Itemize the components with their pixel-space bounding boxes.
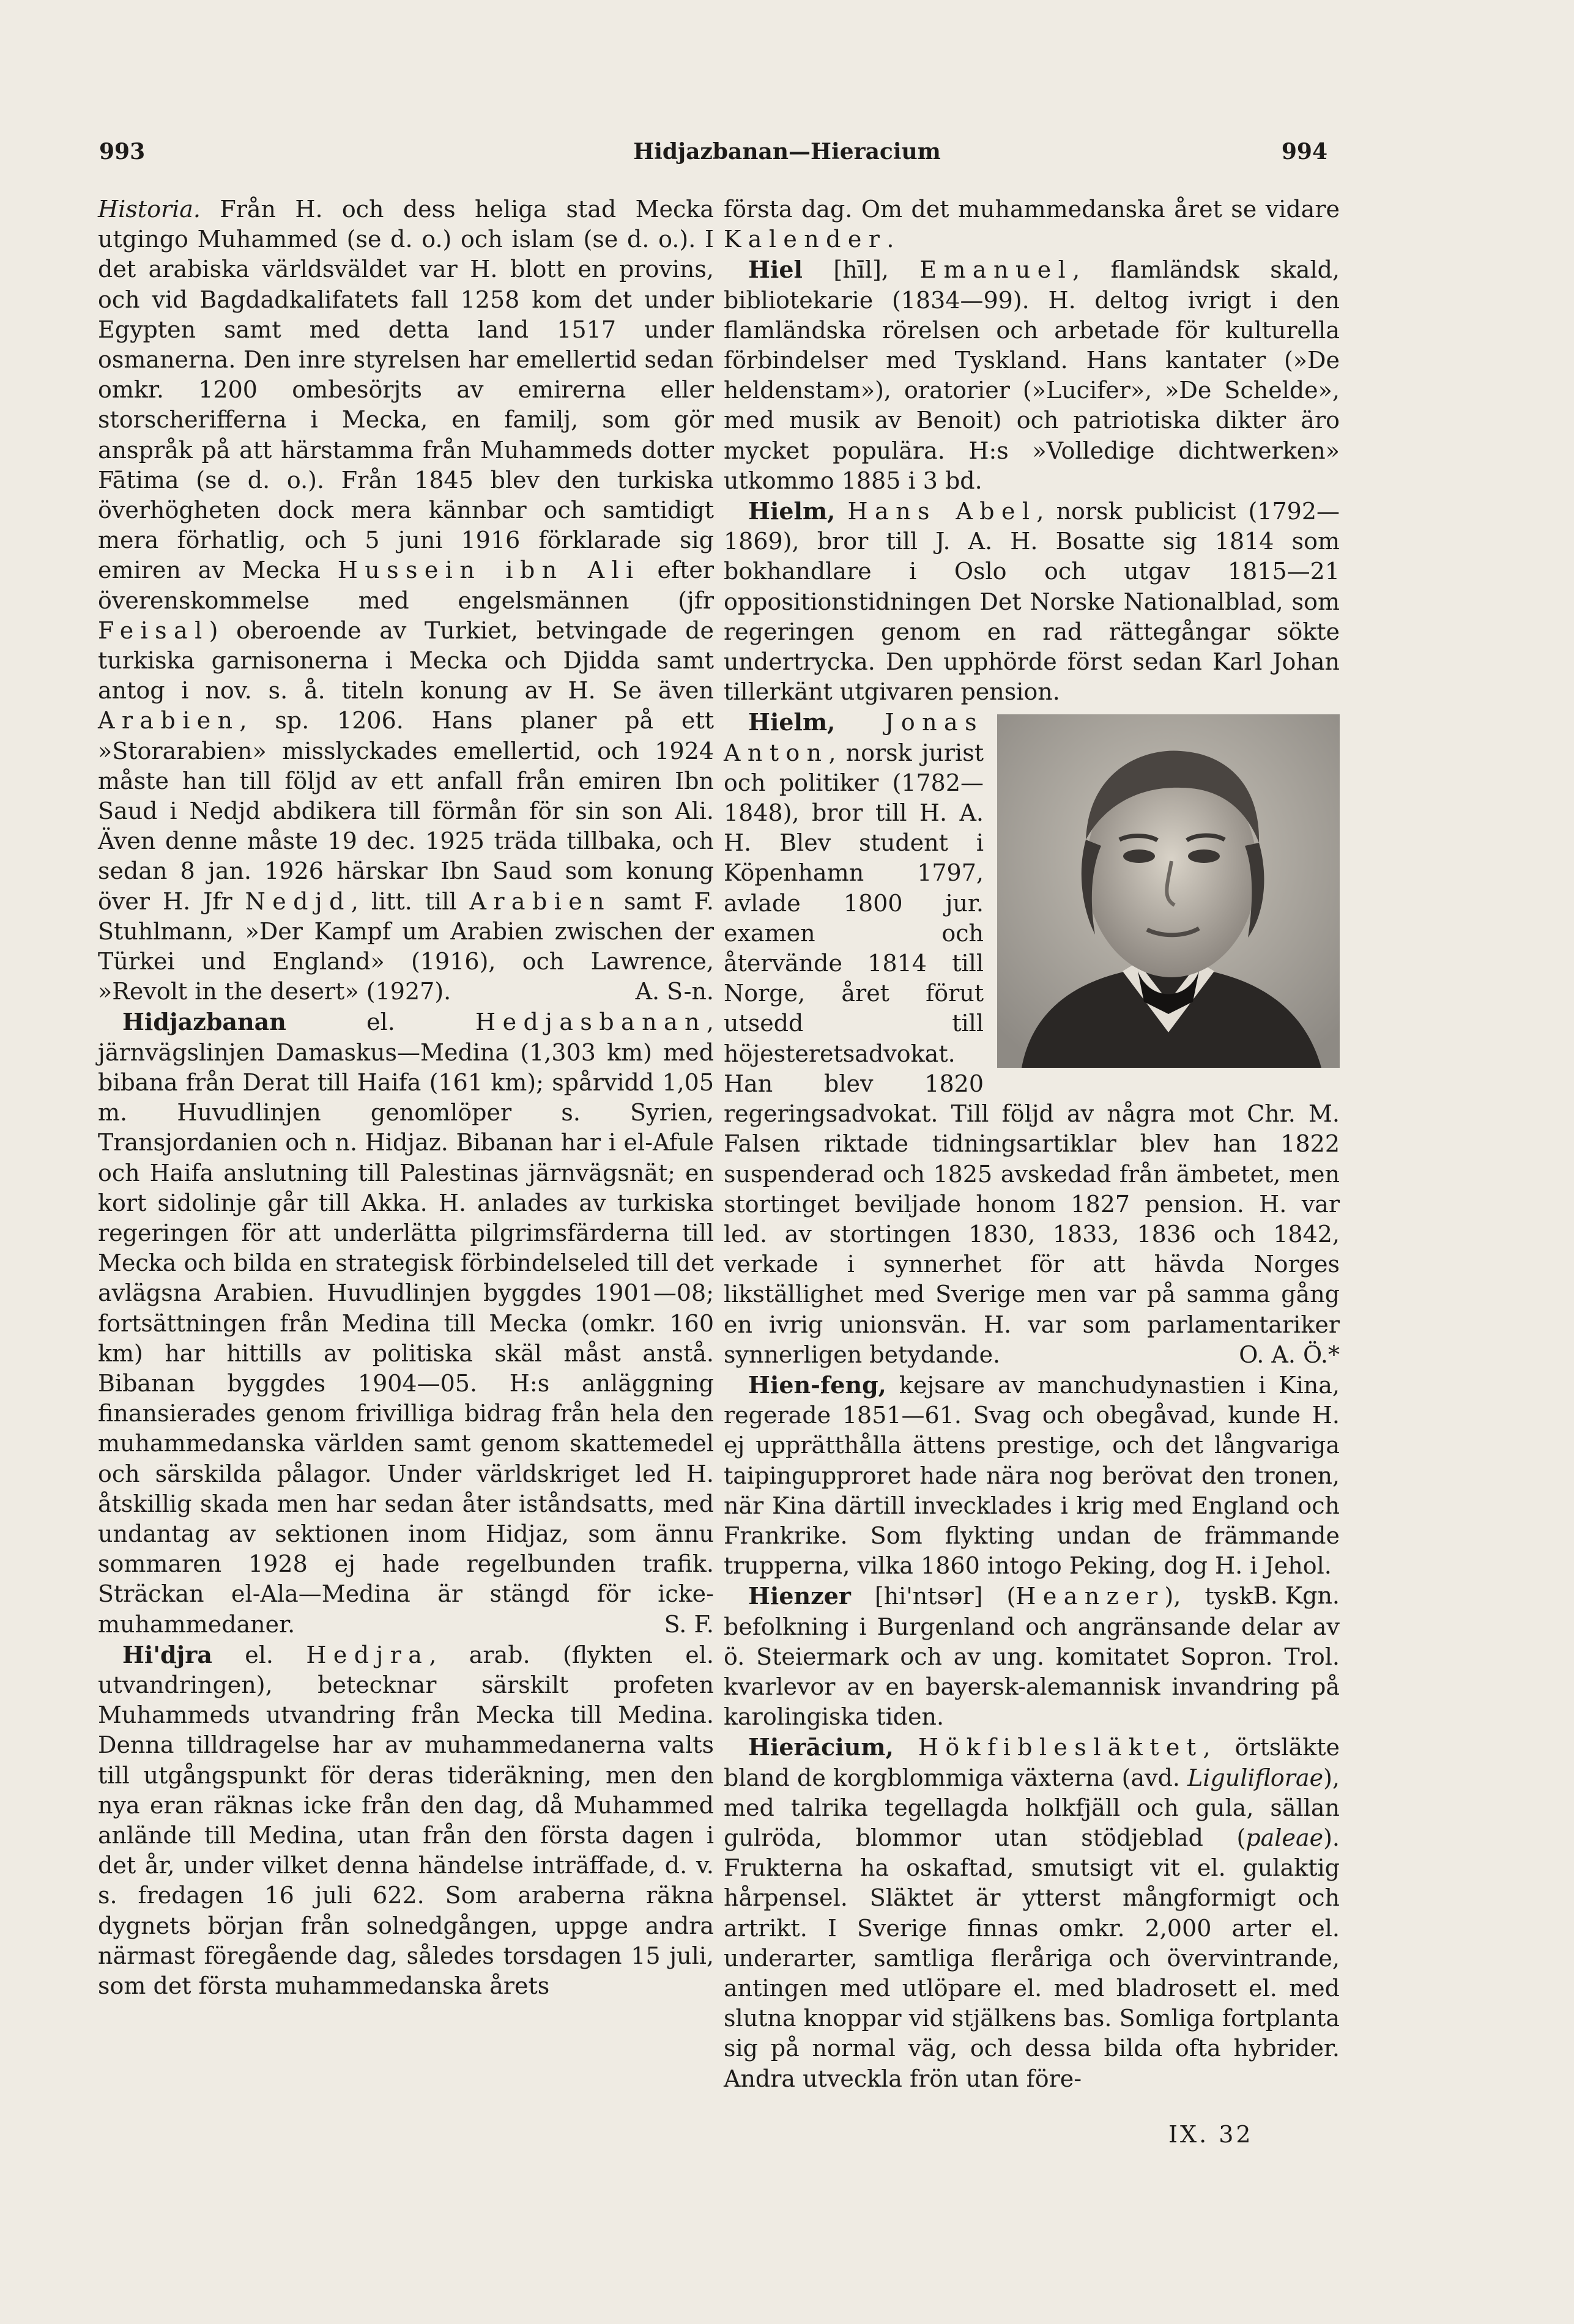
spaced-name: Hedjra [306,1641,429,1668]
article-text: . [886,226,894,253]
article-text: [hīl], [802,256,920,284]
headword: Hi'djra [122,1640,212,1668]
article-text: kejsare av manchudynastien i Kina, regerade 1851—61. Svag och obegåvad, kunde H. ej upprätthålla ättens prestige, och det långvariga taipingupproret hade nära nog berövat den tronen, när Kina därtill invecklades i krig med England och Frankrike. Som flykting undan de främmande trupperna, vilka 1860 intogo Peking, dog H. i Jehol. [724,1371,1340,1580]
left-column [98,194,714,2001]
spaced-name: Hussein ibn Ali [337,557,640,584]
author-signature: S. F. [664,1610,714,1638]
article-text: Från H. och dess heliga stad Mecka utgingo Muhammed (se d. o.) och islam (se d. o.). I det arabiska världsväldet var H. blott en provins, och vid Bagdadkalifatets fall 1258 kom det under Egypten samt med detta land 1517 under osmanerna. Den inre styrelsen har emellertid sedan omkr. 1200 ombesörjts av emirerna eller storscherifferna i Mecka, en familj, som gör anspråk på att härstamma från Muhammeds dotter Fātima (se d. o.). Från 1845 blev den turkiska överhögheten dock mera kännbar och samtidigt mera förhatlig, och 5 juni 1916 förklarade sig emiren av Mecka [98,196,714,584]
article-text: , sp. 1206. Hans planer på ett »Storarabien» misslyckades emellertid, och 1924 måste han till följd av ett anfall från emiren Ibn Saud i Nedjd abdikera till förmån för sin son Ali. Även denne måste 19 dec. 1925 träda tillbaka, och sedan 8 jan. 1926 härskar Ibn Saud som konung över H. Jfr [98,707,714,915]
author-signature: O. A. Ö.* [1239,1341,1340,1368]
page-title: Hidjazbanan—Hieracium [633,139,941,165]
spaced-name: Heanzer [1015,1583,1165,1610]
article-text [835,709,885,736]
latin-term: Liguliflorae [1187,1764,1324,1791]
cross-reference: Nedjd [245,887,351,915]
headword: Hidjazbanan [122,1008,286,1036]
headword: Hien-feng, [748,1371,886,1399]
article-hiel [724,254,1340,496]
article-text: första dag. Om det muhammedanska året se vidare [724,196,1340,223]
headword: Hiel [748,256,803,284]
article-text: ) oberoende av Turkiet, betvingade de turkiska garnisonerna i Mecka och Djidda samt antog i nov. s. å. titeln konung av H. Se även [98,616,714,705]
author-signature: B. Kgn. [1253,1582,1340,1610]
article-text: ), med talrika tegellagda holkfjäll och gula, sällan gulröda, blommor utan stödjeblad ( [724,1764,1340,1851]
article-text [894,1734,918,1761]
article-hielm-hans-abel [724,496,1340,707]
spaced-name: Hökfiblesläktet [918,1734,1203,1761]
cross-reference: Kalender [724,226,887,253]
page-number-left: 993 [99,139,146,165]
article-text: [hi'ntsər] ( [850,1583,1016,1610]
cross-reference: Arabien [98,707,240,735]
headword: Hielm, [748,497,836,525]
section-label: Historia. [98,196,201,223]
latin-term: paleae [1245,1824,1324,1851]
article-text: efter överenskommelse med engelsmännen (jfr [98,557,714,614]
article-text: , flamländsk skald, bibliotekarie (1834—99). H. deltog ivrigt i den flamländska rörelsen och arbetade för kulturella förbindelser med Tyskland. Hans kantater (»De heldenstam»), oratorier (»Lucifer», »De Schelde», med musik av Benoit) och patriotiska dikter äro mycket populära. H:s »Volledige dichtwerken» utkommo 1885 i 3 bd. [724,256,1340,494]
portrait-illustration [997,714,1340,1068]
portrait-image [997,714,1340,1068]
headword: Hierācium, [748,1733,894,1761]
article-hieracium [724,1732,1340,2093]
article-text: , arab. (flykten el. utvandringen), betecknar särskilt profeten Muhammeds utvandring från Mecka till Medina. Denna tilldragelse har av muhammedanerna valts till utgångspunkt för deras tideräkning, men den nya eran räknas icke från den dag, då Muhammed anlände till Medina, utan från den första dagen i det år, under vilket denna händelse inträffade, d. v. s. fredagen 16 juli 622. Som araberna räkna dygnets början från solnedgången, uppge andra närmast föregående dag, således torsdagen 15 juli, som det första muhammedanska årets [98,1641,714,1999]
spaced-name: Emanuel [919,256,1073,284]
right-column [724,194,1340,2274]
article-hidjra [98,1640,714,2001]
article-text: , litt. till [351,887,470,915]
article-hienzer [724,1581,1340,1732]
page-number-right: 994 [1281,139,1327,165]
spaced-name: Hedjasbanan [475,1008,707,1036]
article-text: , norsk publicist (1792—1869), bror till J. A. H. Bosatte sig 1814 som bokhandlare i Oslo och utgav 1815—21 oppositionstidningen Det Norske Nationalblad, som regeringen genom en rad rättegångar sökte undertrycka. Den upphörde först sedan Karl Johan tillerkänt utgivaren pension. [724,498,1340,706]
article-text: ). Frukterna ha oskaftad, smutsigt vit el. gulaktig hårpensel. Släktet är ytterst mångformigt och artrikt. I Sverige finnas omkr. 2,000 arter el. underarter, samtliga fleråriga och övervintrande, antingen med utlöpare el. med bladrosett el. med slutna knoppar vid stjälkens bas. Somliga fortplanta sig på normal väg, och dessa bilda ofta hybrider. Andra utveckla frön utan före- [724,1824,1340,2092]
article-text: samt F. Stuhlmann, »Der Kampf um Arabien zwischen der Türkei und England» (1916), och Lawrence, »Revolt in the desert» (1927). [98,887,714,1005]
article-hidjazbanan [98,1007,714,1639]
headword: Hienzer [748,1582,851,1610]
article-text: , örtsläkte bland de korgblommiga växterna (avd. [724,1734,1340,1791]
spaced-name: Jonas Anton [724,709,984,766]
article-text: el. [212,1641,306,1668]
article-continuation [724,194,1340,254]
headword: Hielm, [748,708,836,736]
article-historia [98,194,714,1007]
cross-reference: Feisal [98,616,209,644]
article-text: el. [286,1008,476,1036]
article-text: , norsk jurist och politiker (1782—1848), bror till H. A. H. Blev student i Köpenhamn 1797, avlade 1800 jur. examen och återvände 1814 till Norge, året förut utsedd till höjesteretsadvokat. Han blev 1820 regeringsadvokat. Till följd av några mot Chr. M. Falsen riktade tidningsartiklar blev han 1822 suspenderad och 1825 avskedad från ämbetet, men stortinget beviljade honom 1827 pension. H. var led. av stortingen 1830, 1833, 1836 och 1842, verkade i synnerhet för att hävda Norges likställighet med Sverige men var på samma gång en ivrig unionsvän. H. var som parlamentariker synnerligen betydande. [724,739,1340,1368]
sheet-signature: IX. 32 [1168,2121,1253,2148]
article-text: ), tysk befolkning i Burgenland och angränsande delar av ö. Steiermark och av ung. komitatet Sopron. Trol. kvarlevor av en bayersk-alemannisk invandring på karolingiska tiden. [724,1583,1340,1731]
author-signature: A. S-n. [635,978,714,1005]
article-text [835,498,847,525]
article-hielm-jonas-anton [724,707,1340,1369]
cross-reference: Arabien [469,887,612,915]
spaced-name: Hans Abel [847,498,1037,525]
article-text: , järnvägslinjen Damaskus—Medina (1,303 km) med bibana från Derat till Haifa (161 km); spårvidd 1,05 m. Huvudlinjen genomlöper s. Syrien, Transjordanien och n. Hidjaz. Bibanan har i el-Afule och Haifa anslutning till Palestinas järnvägsnät; en kort sidolinje går till Akka. H. anlades av turkiska regeringen för att underlätta pilgrimsfärderna till Mecka och bilda en strategisk förbindelseled till det avlägsna Arabien. Huvudlinjen byggdes 1901—08; fortsättningen från Medina till Mecka (omkr. 160 km) har hittills av politiska skäl måst anstå. Bibanan byggdes 1904—05. H:s anläggning finansierades genom frivilliga bidrag från hela den muhammedanska världen samt genom skattemedel och särskilda pålagor. Under världskriget led H. åtskillig skada men har sedan åter iståndsatts, med undantag av sektionen inom Hidjaz, som ännu sommaren 1928 ej hade regelbunden trafik. Sträckan el-Ala—Medina är stängd för icke-muhammedaner. [98,1008,714,1638]
